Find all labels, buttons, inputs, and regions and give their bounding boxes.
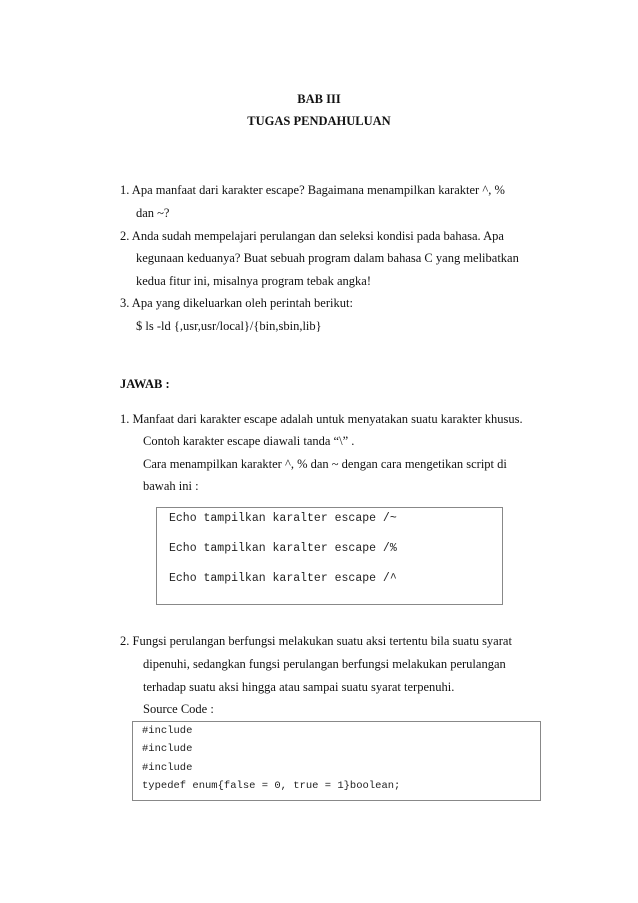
answer-2-source-label: Source Code : xyxy=(143,702,214,716)
answer-1-line-2: Contoh karakter escape diawali tanda “\” . xyxy=(143,434,355,448)
answer-2-line-3: terhadap suatu aksi hingga atau sampai suatu syarat terpenuhi. xyxy=(143,680,455,694)
chapter-title: TUGAS PENDAHULUAN xyxy=(247,114,391,128)
question-2-line-2: kegunaan keduanya? Buat sebuah program dalam bahasa C yang melibatkan xyxy=(136,251,519,265)
code-line: Echo tampilkan karalter escape /^ xyxy=(169,572,397,585)
chapter-heading: BAB III xyxy=(297,92,341,106)
code-line: Echo tampilkan karalter escape /% xyxy=(169,542,397,555)
question-1-line-2: dan ~? xyxy=(136,206,170,220)
answer-1-line-1: 1. Manfaat dari karakter escape adalah untuk menyatakan suatu karakter khusus. xyxy=(120,412,523,426)
code-line: #include xyxy=(142,762,193,774)
question-3-line-1: 3. Apa yang dikeluarkan oleh perintah berikut: xyxy=(120,296,353,310)
code-line: #include xyxy=(142,743,193,755)
question-2-line-1: 2. Anda sudah mempelajari perulangan dan seleksi kondisi pada bahasa. Apa xyxy=(120,229,504,243)
answer-1-line-4: bawah ini : xyxy=(143,479,199,493)
code-line: typedef enum{false = 0, true = 1}boolean; xyxy=(142,780,401,792)
code-box-1 xyxy=(156,507,503,605)
code-line: Echo tampilkan karalter escape /~ xyxy=(169,512,397,525)
answer-2-line-1: 2. Fungsi perulangan berfungsi melakukan suatu aksi tertentu bila suatu syarat xyxy=(120,634,512,648)
answer-1-line-3: Cara menampilkan karakter ^, % dan ~ dengan cara mengetikan script di xyxy=(143,457,507,471)
code-box-2 xyxy=(132,721,541,801)
question-2-line-3: kedua fitur ini, misalnya program tebak angka! xyxy=(136,274,371,288)
question-3-command: $ ls -ld {,usr,usr/local}/{bin,sbin,lib} xyxy=(136,319,322,333)
answer-heading: JAWAB : xyxy=(120,377,170,391)
answer-2-line-2: dipenuhi, sedangkan fungsi perulangan berfungsi melakukan perulangan xyxy=(143,657,506,671)
question-1-line-1 xyxy=(120,183,545,198)
question-text: 1. Apa manfaat dari karakter escape? Bagaimana menampilkan karakter ^, % xyxy=(120,183,505,197)
code-line: #include xyxy=(142,725,193,737)
